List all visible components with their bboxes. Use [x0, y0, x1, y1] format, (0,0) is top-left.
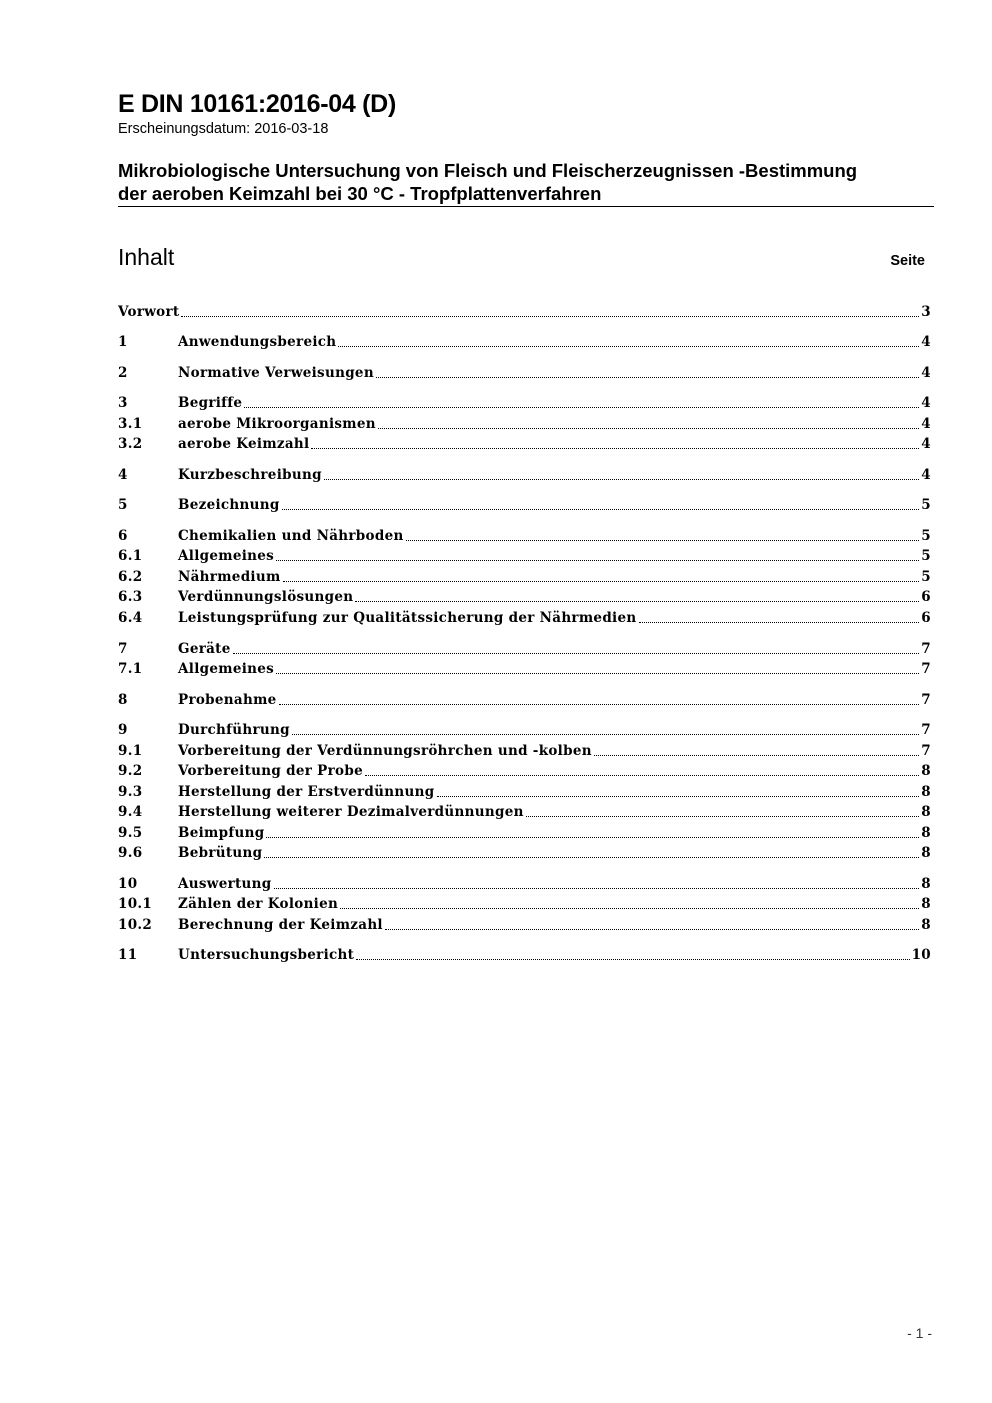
toc-dot-leader: [406, 540, 920, 541]
toc-dot-leader: [338, 346, 919, 347]
toc-dot-leader: [266, 837, 919, 838]
toc-entry-number: 8: [118, 692, 128, 708]
page-number: - 1 -: [907, 1325, 932, 1341]
toc-entry-page: 3: [921, 304, 931, 320]
toc-dot-leader: [340, 908, 919, 909]
toc-entry-page: 10: [911, 947, 931, 963]
toc-entry-number: 9: [118, 722, 128, 738]
toc-entry-title: Geräte: [178, 641, 231, 657]
toc-entry[interactable]: [118, 363, 931, 383]
toc-entry-number: 6.4: [118, 610, 143, 626]
toc-entry-title: Normative Verweisungen: [178, 365, 374, 381]
toc-dot-leader: [385, 929, 919, 930]
toc-dot-leader: [244, 407, 919, 408]
toc-entry-page: 8: [921, 917, 931, 933]
toc-entry-page: 7: [921, 722, 931, 738]
toc-entry[interactable]: [118, 465, 931, 485]
toc-dot-leader: [376, 377, 919, 378]
toc-entry-page: 7: [921, 661, 931, 677]
toc-entry[interactable]: [118, 945, 931, 965]
toc-entry-number: 6.2: [118, 569, 143, 585]
toc-entry-title: Vorbereitung der Probe: [178, 763, 363, 779]
toc-entry-title: Nährmedium: [178, 569, 281, 585]
toc-entry[interactable]: [118, 639, 931, 659]
toc-entry[interactable]: [118, 587, 931, 607]
toc-dot-leader: [292, 734, 919, 735]
toc-entry[interactable]: [118, 332, 931, 352]
toc-entry[interactable]: [118, 414, 931, 434]
toc-entry[interactable]: [118, 741, 931, 761]
toc-entry-number: 9.6: [118, 845, 143, 861]
toc-entry-page: 5: [921, 548, 931, 564]
toc-dot-leader: [356, 959, 909, 960]
toc-entry-number: 6.3: [118, 589, 143, 605]
toc-entry-page: 4: [921, 395, 931, 411]
toc-entry-title: Auswertung: [178, 876, 272, 892]
toc-dot-leader: [526, 816, 920, 817]
toc-entry-page: 6: [921, 610, 931, 626]
toc-entry-title: aerobe Keimzahl: [178, 436, 310, 452]
toc-entry-number: 1: [118, 334, 128, 350]
toc-entry-number: 2: [118, 365, 128, 381]
toc-entry-page: 4: [921, 334, 931, 350]
toc-entry-page: 4: [921, 416, 931, 432]
toc-entry-title: Vorwort: [118, 304, 180, 320]
toc-entry-title: Kurzbeschreibung: [178, 467, 322, 483]
toc-dot-leader: [233, 653, 920, 654]
toc-entry-number: 6: [118, 528, 128, 544]
toc-entry-number: 10.1: [118, 896, 153, 912]
toc-heading: Inhalt: [118, 244, 175, 270]
toc-entry-number: 10: [118, 876, 138, 892]
toc-entry-number: 7.1: [118, 661, 143, 677]
toc-entry-number: 6.1: [118, 548, 143, 564]
toc-entry-number: 9.4: [118, 804, 143, 820]
toc-entry-number: 4: [118, 467, 128, 483]
toc-entry-page: 4: [921, 436, 931, 452]
toc-dot-leader: [181, 316, 919, 317]
toc-entry-number: 3.2: [118, 436, 143, 452]
toc-entry[interactable]: [118, 915, 931, 935]
toc-dot-leader: [274, 888, 920, 889]
toc-dot-leader: [276, 560, 919, 561]
toc-entry[interactable]: [118, 567, 931, 587]
toc-entry[interactable]: [118, 608, 931, 628]
toc-entry-number: 5: [118, 497, 128, 513]
toc-entry-page: 7: [921, 641, 931, 657]
toc-entry-number: 9.5: [118, 825, 143, 841]
toc-entry-page: 8: [921, 784, 931, 800]
title-divider: [118, 206, 934, 207]
toc-entry-page: 6: [921, 589, 931, 605]
toc-entry-title: Bezeichnung: [178, 497, 280, 513]
toc-entry-page: 8: [921, 825, 931, 841]
toc-entry-page: 8: [921, 876, 931, 892]
toc-entry-title: Chemikalien und Nährboden: [178, 528, 404, 544]
toc-entry-title: Anwendungsbereich: [178, 334, 337, 350]
toc-entry[interactable]: [118, 546, 931, 566]
toc-entry-page: 8: [921, 804, 931, 820]
toc-page-column-label: Seite: [890, 253, 925, 269]
toc-dot-leader: [279, 704, 920, 705]
toc-entry-number: 9.3: [118, 784, 143, 800]
toc-dot-leader: [276, 673, 919, 674]
toc-entry-page: 7: [921, 692, 931, 708]
publication-date: Erscheinungsdatum: 2016-03-18: [118, 121, 329, 137]
toc-entry[interactable]: [118, 894, 931, 914]
toc-dot-leader: [264, 857, 919, 858]
toc-entry[interactable]: [118, 659, 931, 679]
toc-entry[interactable]: [118, 823, 931, 843]
toc-entry-number: 7: [118, 641, 128, 657]
toc-dot-leader: [324, 479, 919, 480]
toc-entry-page: 5: [921, 528, 931, 544]
toc-entry-title: Herstellung weiterer Dezimalverdünnungen: [178, 804, 524, 820]
toc-dot-leader: [283, 581, 920, 582]
toc-entry-title: Begriffe: [178, 395, 243, 411]
toc-entry[interactable]: [118, 495, 931, 515]
toc-entry[interactable]: [118, 526, 931, 546]
document-subtitle: [118, 159, 938, 205]
toc-entry-page: 8: [921, 845, 931, 861]
toc-entry-page: 5: [921, 569, 931, 585]
toc-dot-leader: [437, 796, 920, 797]
toc-entry[interactable]: [118, 874, 931, 894]
toc-dot-leader: [378, 428, 919, 429]
toc-entry-title: Zählen der Kolonien: [178, 896, 339, 912]
toc-entry[interactable]: [118, 843, 931, 863]
toc-entry-title: Allgemeines: [178, 661, 275, 677]
toc-entry[interactable]: [118, 434, 931, 454]
toc-dot-leader: [365, 775, 919, 776]
toc-entry-number: 9.2: [118, 763, 143, 779]
toc-entry-number: 3.1: [118, 416, 143, 432]
toc-entry-title: Vorbereitung der Verdünnungsröhrchen und -kolben: [178, 743, 592, 759]
subtitle-line-1: Mikrobiologische Untersuchung von Fleisch und Fleischerzeugnissen -Bestimmung: [118, 160, 858, 181]
toc-dot-leader: [355, 601, 919, 602]
toc-entry-title: Durchführung: [178, 722, 290, 738]
toc-dot-leader: [311, 448, 919, 449]
toc-entry-title: aerobe Mikroorganismen: [178, 416, 376, 432]
toc-entry-title: Untersuchungsbericht: [178, 947, 355, 963]
toc-dot-leader: [594, 755, 919, 756]
toc-entry-page: 4: [921, 365, 931, 381]
toc-entry-title: Bebrütung: [178, 845, 263, 861]
toc-entry-number: 3: [118, 395, 128, 411]
toc-entry-number: 10.2: [118, 917, 153, 933]
toc-entry-page: 4: [921, 467, 931, 483]
document-title: E DIN 10161:2016-04 (D): [118, 90, 396, 118]
toc-entry-page: 8: [921, 763, 931, 779]
toc-entry[interactable]: [118, 393, 931, 413]
toc-entry-title: Beimpfung: [178, 825, 265, 841]
toc-entry-title: Berechnung der Keimzahl: [178, 917, 383, 933]
toc-entry-title: Herstellung der Erstverdünnung: [178, 784, 435, 800]
toc-entry[interactable]: [118, 761, 931, 781]
toc-entry[interactable]: [118, 690, 931, 710]
toc-entry-title: Leistungsprüfung zur Qualitätssicherung der Nährmedien: [178, 610, 637, 626]
toc-entry[interactable]: [118, 782, 931, 802]
subtitle-line-2: der aeroben Keimzahl bei 30 °C - Tropfplattenverfahren: [118, 183, 602, 204]
toc-entry-page: 7: [921, 743, 931, 759]
toc-entry-title: Probenahme: [178, 692, 277, 708]
toc-dot-leader: [639, 622, 920, 623]
toc-entry-number: 11: [118, 947, 138, 963]
toc-entry-number: 9.1: [118, 743, 143, 759]
toc-entry-page: 5: [921, 497, 931, 513]
toc-entry-page: 8: [921, 896, 931, 912]
toc-entry[interactable]: [118, 802, 931, 822]
toc-entry[interactable]: [118, 720, 931, 740]
toc-entry-title: Verdünnungslösungen: [178, 589, 354, 605]
toc-dot-leader: [282, 509, 920, 510]
toc-entry[interactable]: [118, 302, 931, 322]
toc-entry-title: Allgemeines: [178, 548, 275, 564]
